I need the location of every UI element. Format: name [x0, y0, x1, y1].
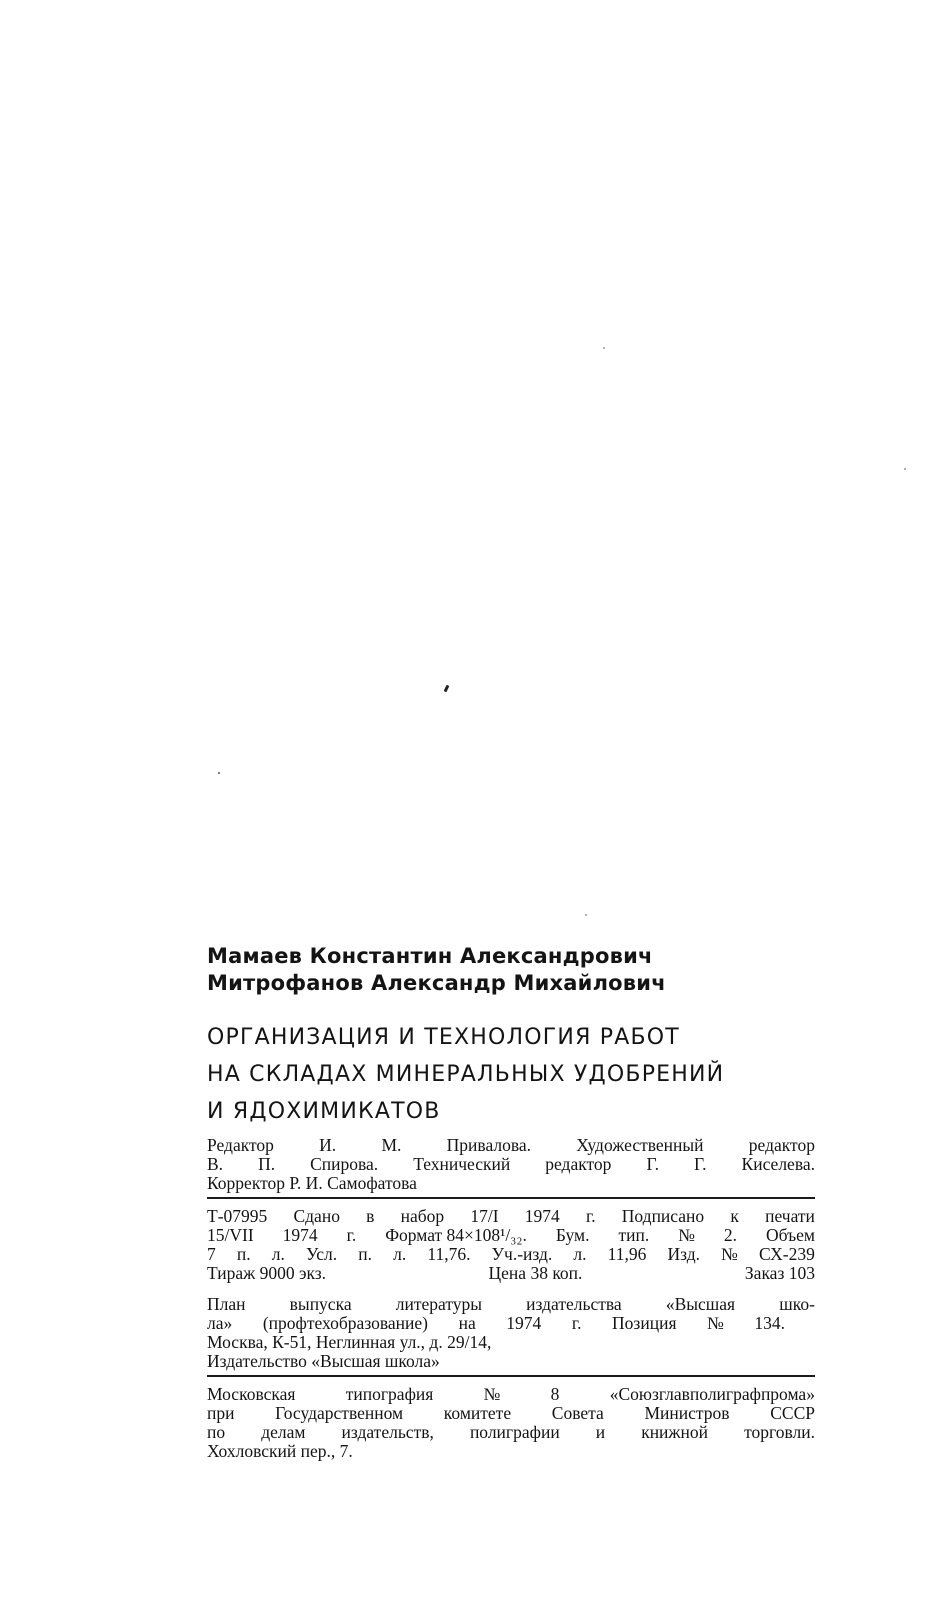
word: №: [678, 1225, 695, 1245]
imprint-block: [207, 1136, 815, 1461]
divider: [207, 1375, 815, 1377]
word: Государственном: [275, 1403, 404, 1423]
word: п.: [236, 1244, 251, 1264]
word: Позиция: [612, 1313, 677, 1333]
word: Бум.: [555, 1225, 590, 1245]
word: редактор: [545, 1154, 612, 1174]
plan-line: [207, 1295, 815, 1314]
print-run: Тираж 9000 экз.: [207, 1263, 327, 1283]
word: г.: [346, 1225, 357, 1245]
word: Сдано: [293, 1206, 340, 1226]
word: 17/I: [470, 1206, 499, 1226]
word: Г.: [646, 1154, 659, 1174]
publisher-address: Москва, К-51, Неглинная ул., д. 29/14,: [207, 1332, 492, 1352]
word: СССР: [770, 1403, 815, 1423]
word: печати: [765, 1206, 815, 1226]
word: выпуска: [289, 1294, 352, 1314]
production-line: [207, 1264, 815, 1283]
word: и: [595, 1422, 606, 1442]
scan-speck: [904, 468, 906, 470]
word: Г.: [693, 1154, 707, 1174]
word: ла»: [207, 1313, 233, 1333]
word: «Высшая: [665, 1294, 736, 1314]
word: комитете: [443, 1403, 512, 1423]
word: «Союзглавполиграфпрома»: [609, 1384, 815, 1404]
plan-line: [207, 1314, 815, 1333]
word: №: [483, 1384, 501, 1404]
word: Привалова.: [446, 1135, 532, 1155]
author-name: Митрофанов Александр Михайлович: [207, 971, 666, 995]
word: Подписано: [621, 1206, 705, 1226]
scan-speck: [444, 685, 450, 693]
word: Формат 84×108¹/₃₂.: [385, 1225, 527, 1245]
printer-line: [207, 1423, 815, 1442]
editors-section: [207, 1136, 815, 1193]
order-number: Заказ 103: [744, 1263, 815, 1283]
word: на: [458, 1313, 476, 1333]
title-line: НА СКЛАДАХ МИНЕРАЛЬНЫХ УДОБРЕНИЙ: [207, 1062, 725, 1087]
printer-section: [207, 1385, 815, 1461]
word: л.: [393, 1244, 407, 1264]
printer-line: [207, 1385, 815, 1404]
word: Министров: [644, 1403, 730, 1423]
word: П.: [258, 1154, 276, 1174]
word: 8: [550, 1384, 560, 1404]
word: издательств,: [341, 1422, 434, 1442]
word: (профтехобразование): [262, 1313, 428, 1333]
word: при: [207, 1403, 235, 1423]
word: Т-07995: [207, 1206, 268, 1226]
word: Киселева.: [741, 1154, 815, 1174]
editors-line: [207, 1155, 815, 1174]
word: л.: [271, 1244, 285, 1264]
word: г.: [585, 1206, 596, 1226]
word: Московская: [207, 1384, 296, 1404]
plan-section: [207, 1295, 815, 1371]
word: 7: [207, 1244, 216, 1264]
production-line: [207, 1207, 815, 1226]
printer-line: [207, 1404, 815, 1423]
word: В.: [207, 1154, 224, 1174]
publisher-name: Издательство «Высшая школа»: [207, 1351, 440, 1371]
word: по: [207, 1422, 226, 1442]
word: книжной: [641, 1422, 708, 1442]
word: Уч.-изд.: [491, 1244, 553, 1264]
word: №: [721, 1244, 738, 1264]
word: Редактор: [207, 1135, 274, 1155]
word: 11,76.: [427, 1244, 471, 1264]
word: План: [207, 1294, 246, 1314]
word: полиграфии: [469, 1422, 560, 1442]
word: 1974: [282, 1225, 318, 1245]
word: 2.: [723, 1225, 737, 1245]
authors-block: [207, 943, 815, 997]
word: литературы: [395, 1294, 483, 1314]
word: п.: [358, 1244, 373, 1264]
scan-speck: [603, 347, 605, 349]
word: Технический: [413, 1154, 511, 1174]
word: Художественный: [576, 1135, 704, 1155]
production-line: [207, 1245, 815, 1264]
book-title: [207, 1019, 815, 1130]
word: типография: [345, 1384, 434, 1404]
word: Совета: [551, 1403, 604, 1423]
printer-address: Хохловский пер., 7.: [207, 1441, 353, 1461]
author-name: Мамаев Константин Александрович: [207, 944, 653, 968]
title-line: И ЯДОХИМИКАТОВ: [207, 1099, 441, 1124]
word: И.: [319, 1135, 337, 1155]
word: Изд.: [667, 1244, 700, 1264]
scan-speck: [585, 914, 587, 916]
word: М.: [381, 1135, 402, 1155]
price: Цена 38 коп.: [488, 1263, 583, 1283]
word: к: [730, 1206, 739, 1226]
word: л.: [573, 1244, 587, 1264]
editors-line: Корректор Р. И. Самофатова: [207, 1173, 417, 1193]
word: г.: [571, 1313, 582, 1333]
word: Спирова.: [310, 1154, 379, 1174]
word: шко-: [779, 1294, 815, 1314]
word: делам: [261, 1422, 306, 1442]
word: набор: [400, 1206, 445, 1226]
word: №: [707, 1313, 724, 1333]
word: в: [366, 1206, 375, 1226]
word: 11,96: [607, 1244, 647, 1264]
word: 15/VII: [207, 1225, 254, 1245]
production-line: [207, 1226, 815, 1245]
title-line: ОРГАНИЗАЦИЯ И ТЕХНОЛОГИЯ РАБОТ: [207, 1025, 680, 1050]
production-section: [207, 1207, 815, 1283]
word: 1974: [506, 1313, 542, 1333]
word: 1974: [524, 1206, 560, 1226]
word: СХ-239: [758, 1244, 815, 1264]
word: 134.: [754, 1313, 785, 1333]
word: Усл.: [305, 1244, 338, 1264]
word: издательства: [526, 1294, 622, 1314]
word: Объем: [765, 1225, 815, 1245]
word: торговли.: [744, 1422, 815, 1442]
word: тип.: [618, 1225, 650, 1245]
divider: [207, 1197, 815, 1199]
word: редактор: [748, 1135, 815, 1155]
editors-line: [207, 1136, 815, 1155]
scan-speck: [218, 772, 220, 774]
